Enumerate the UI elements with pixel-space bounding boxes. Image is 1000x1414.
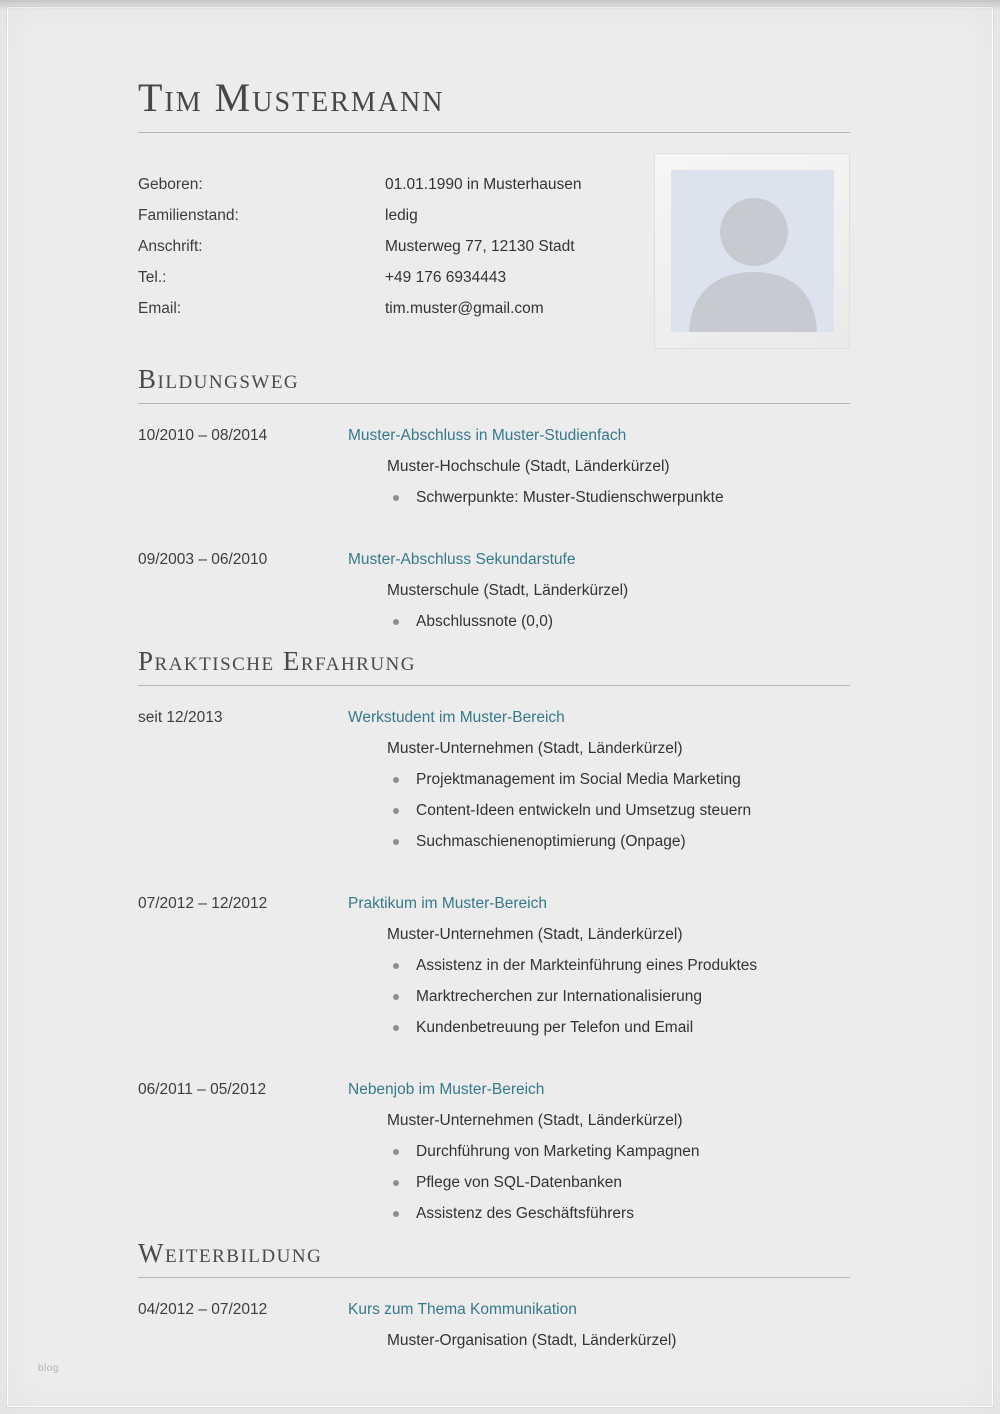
info-value: ledig bbox=[385, 207, 418, 224]
entry-subtitle: Muster-Unternehmen (Stadt, Länderkürzel) bbox=[387, 740, 683, 757]
cv-entry bbox=[138, 1294, 850, 1356]
entry-bullet-list bbox=[348, 1136, 850, 1229]
entry-subtitle: Muster-Organisation (Stadt, Länderkürzel) bbox=[387, 1332, 677, 1349]
entry-bullet: Durchführung von Marketing Kampagnen bbox=[393, 1136, 850, 1167]
entry-date: 07/2012 – 12/2012 bbox=[138, 895, 268, 912]
section-heading: Praktische Erfahrung bbox=[138, 646, 416, 676]
info-label: Email: bbox=[138, 300, 182, 317]
section-divider bbox=[138, 685, 850, 686]
photo-frame bbox=[654, 153, 850, 349]
entry-date: 09/2003 – 06/2010 bbox=[138, 551, 268, 568]
info-value: +49 176 6934443 bbox=[385, 269, 507, 286]
entry-body bbox=[348, 544, 850, 637]
entry-bullet: Projektmanagement im Social Media Marketing bbox=[393, 764, 850, 795]
entry-title-link[interactable]: Werkstudent im Muster-Bereich bbox=[348, 709, 565, 726]
entry-bullet: Assistenz in der Markteinführung eines Produktes bbox=[393, 950, 850, 981]
entry-body bbox=[348, 420, 850, 513]
cv-entry bbox=[138, 544, 850, 637]
entry-date: seit 12/2013 bbox=[138, 709, 223, 726]
entry-date: 04/2012 – 07/2012 bbox=[138, 1301, 268, 1318]
profile-photo-placeholder bbox=[671, 170, 834, 332]
entry-title-link[interactable]: Muster-Abschluss in Muster-Studienfach bbox=[348, 427, 627, 444]
info-label: Geboren: bbox=[138, 176, 203, 193]
section-weiterbildung bbox=[138, 1237, 850, 1356]
entry-body bbox=[348, 1074, 850, 1229]
entry-title-link[interactable]: Praktikum im Muster-Bereich bbox=[348, 895, 547, 912]
cv-entry bbox=[138, 1074, 850, 1229]
entry-bullet-list bbox=[348, 482, 850, 513]
section-bildungsweg bbox=[138, 363, 850, 637]
entry-body bbox=[348, 888, 850, 1043]
info-label: Tel.: bbox=[138, 269, 167, 286]
cv-entry bbox=[138, 888, 850, 1043]
entry-bullet-list bbox=[348, 950, 850, 1043]
entry-bullet: Assistenz des Geschäftsführers bbox=[393, 1198, 850, 1229]
entry-subtitle: Muster-Hochschule (Stadt, Länderkürzel) bbox=[387, 458, 670, 475]
blog-watermark: blog bbox=[38, 1363, 59, 1374]
entry-title-link[interactable]: Kurs zum Thema Kommunikation bbox=[348, 1301, 577, 1318]
personal-info-section bbox=[138, 169, 850, 355]
entry-bullet: Marktrecherchen zur Internationalisierung bbox=[393, 981, 850, 1012]
entry-subtitle: Muster-Unternehmen (Stadt, Länderkürzel) bbox=[387, 926, 683, 943]
entry-bullet: Kundenbetreuung per Telefon und Email bbox=[393, 1012, 850, 1043]
page-title: Tim Mustermann bbox=[138, 75, 445, 120]
section-divider bbox=[138, 403, 850, 404]
cv-content bbox=[138, 0, 850, 1356]
entry-bullet: Suchmaschienenoptimierung (Onpage) bbox=[393, 826, 850, 857]
entry-bullet: Schwerpunkte: Muster-Studienschwerpunkte bbox=[393, 482, 850, 513]
cv-entry bbox=[138, 702, 850, 857]
section-divider bbox=[138, 1277, 850, 1278]
section-heading: Weiterbildung bbox=[138, 1238, 323, 1268]
title-divider bbox=[138, 132, 850, 133]
info-value: tim.muster@gmail.com bbox=[385, 300, 544, 317]
entry-bullet-list bbox=[348, 606, 850, 637]
person-silhouette-icon bbox=[671, 170, 834, 332]
info-value: 01.01.1990 in Musterhausen bbox=[385, 176, 582, 193]
entry-body bbox=[348, 702, 850, 857]
entry-bullet: Abschlussnote (0,0) bbox=[393, 606, 850, 637]
cv-entry bbox=[138, 420, 850, 513]
entry-subtitle: Musterschule (Stadt, Länderkürzel) bbox=[387, 582, 629, 599]
entry-subtitle: Muster-Unternehmen (Stadt, Länderkürzel) bbox=[387, 1112, 683, 1129]
entry-date: 10/2010 – 08/2014 bbox=[138, 427, 268, 444]
info-label: Familienstand: bbox=[138, 207, 239, 224]
entry-bullet: Content-Ideen entwickeln und Umsetzug steuern bbox=[393, 795, 850, 826]
section-praktische-erfahrung bbox=[138, 645, 850, 1229]
info-value: Musterweg 77, 12130 Stadt bbox=[385, 238, 575, 255]
info-label: Anschrift: bbox=[138, 238, 203, 255]
entry-bullet: Pflege von SQL-Datenbanken bbox=[393, 1167, 850, 1198]
entry-bullet-list bbox=[348, 764, 850, 857]
entry-title-link[interactable]: Muster-Abschluss Sekundarstufe bbox=[348, 551, 576, 568]
entry-date: 06/2011 – 05/2012 bbox=[138, 1081, 267, 1098]
section-heading: Bildungsweg bbox=[138, 364, 300, 394]
entry-title-link[interactable]: Nebenjob im Muster-Bereich bbox=[348, 1081, 545, 1098]
entry-body bbox=[348, 1294, 850, 1356]
